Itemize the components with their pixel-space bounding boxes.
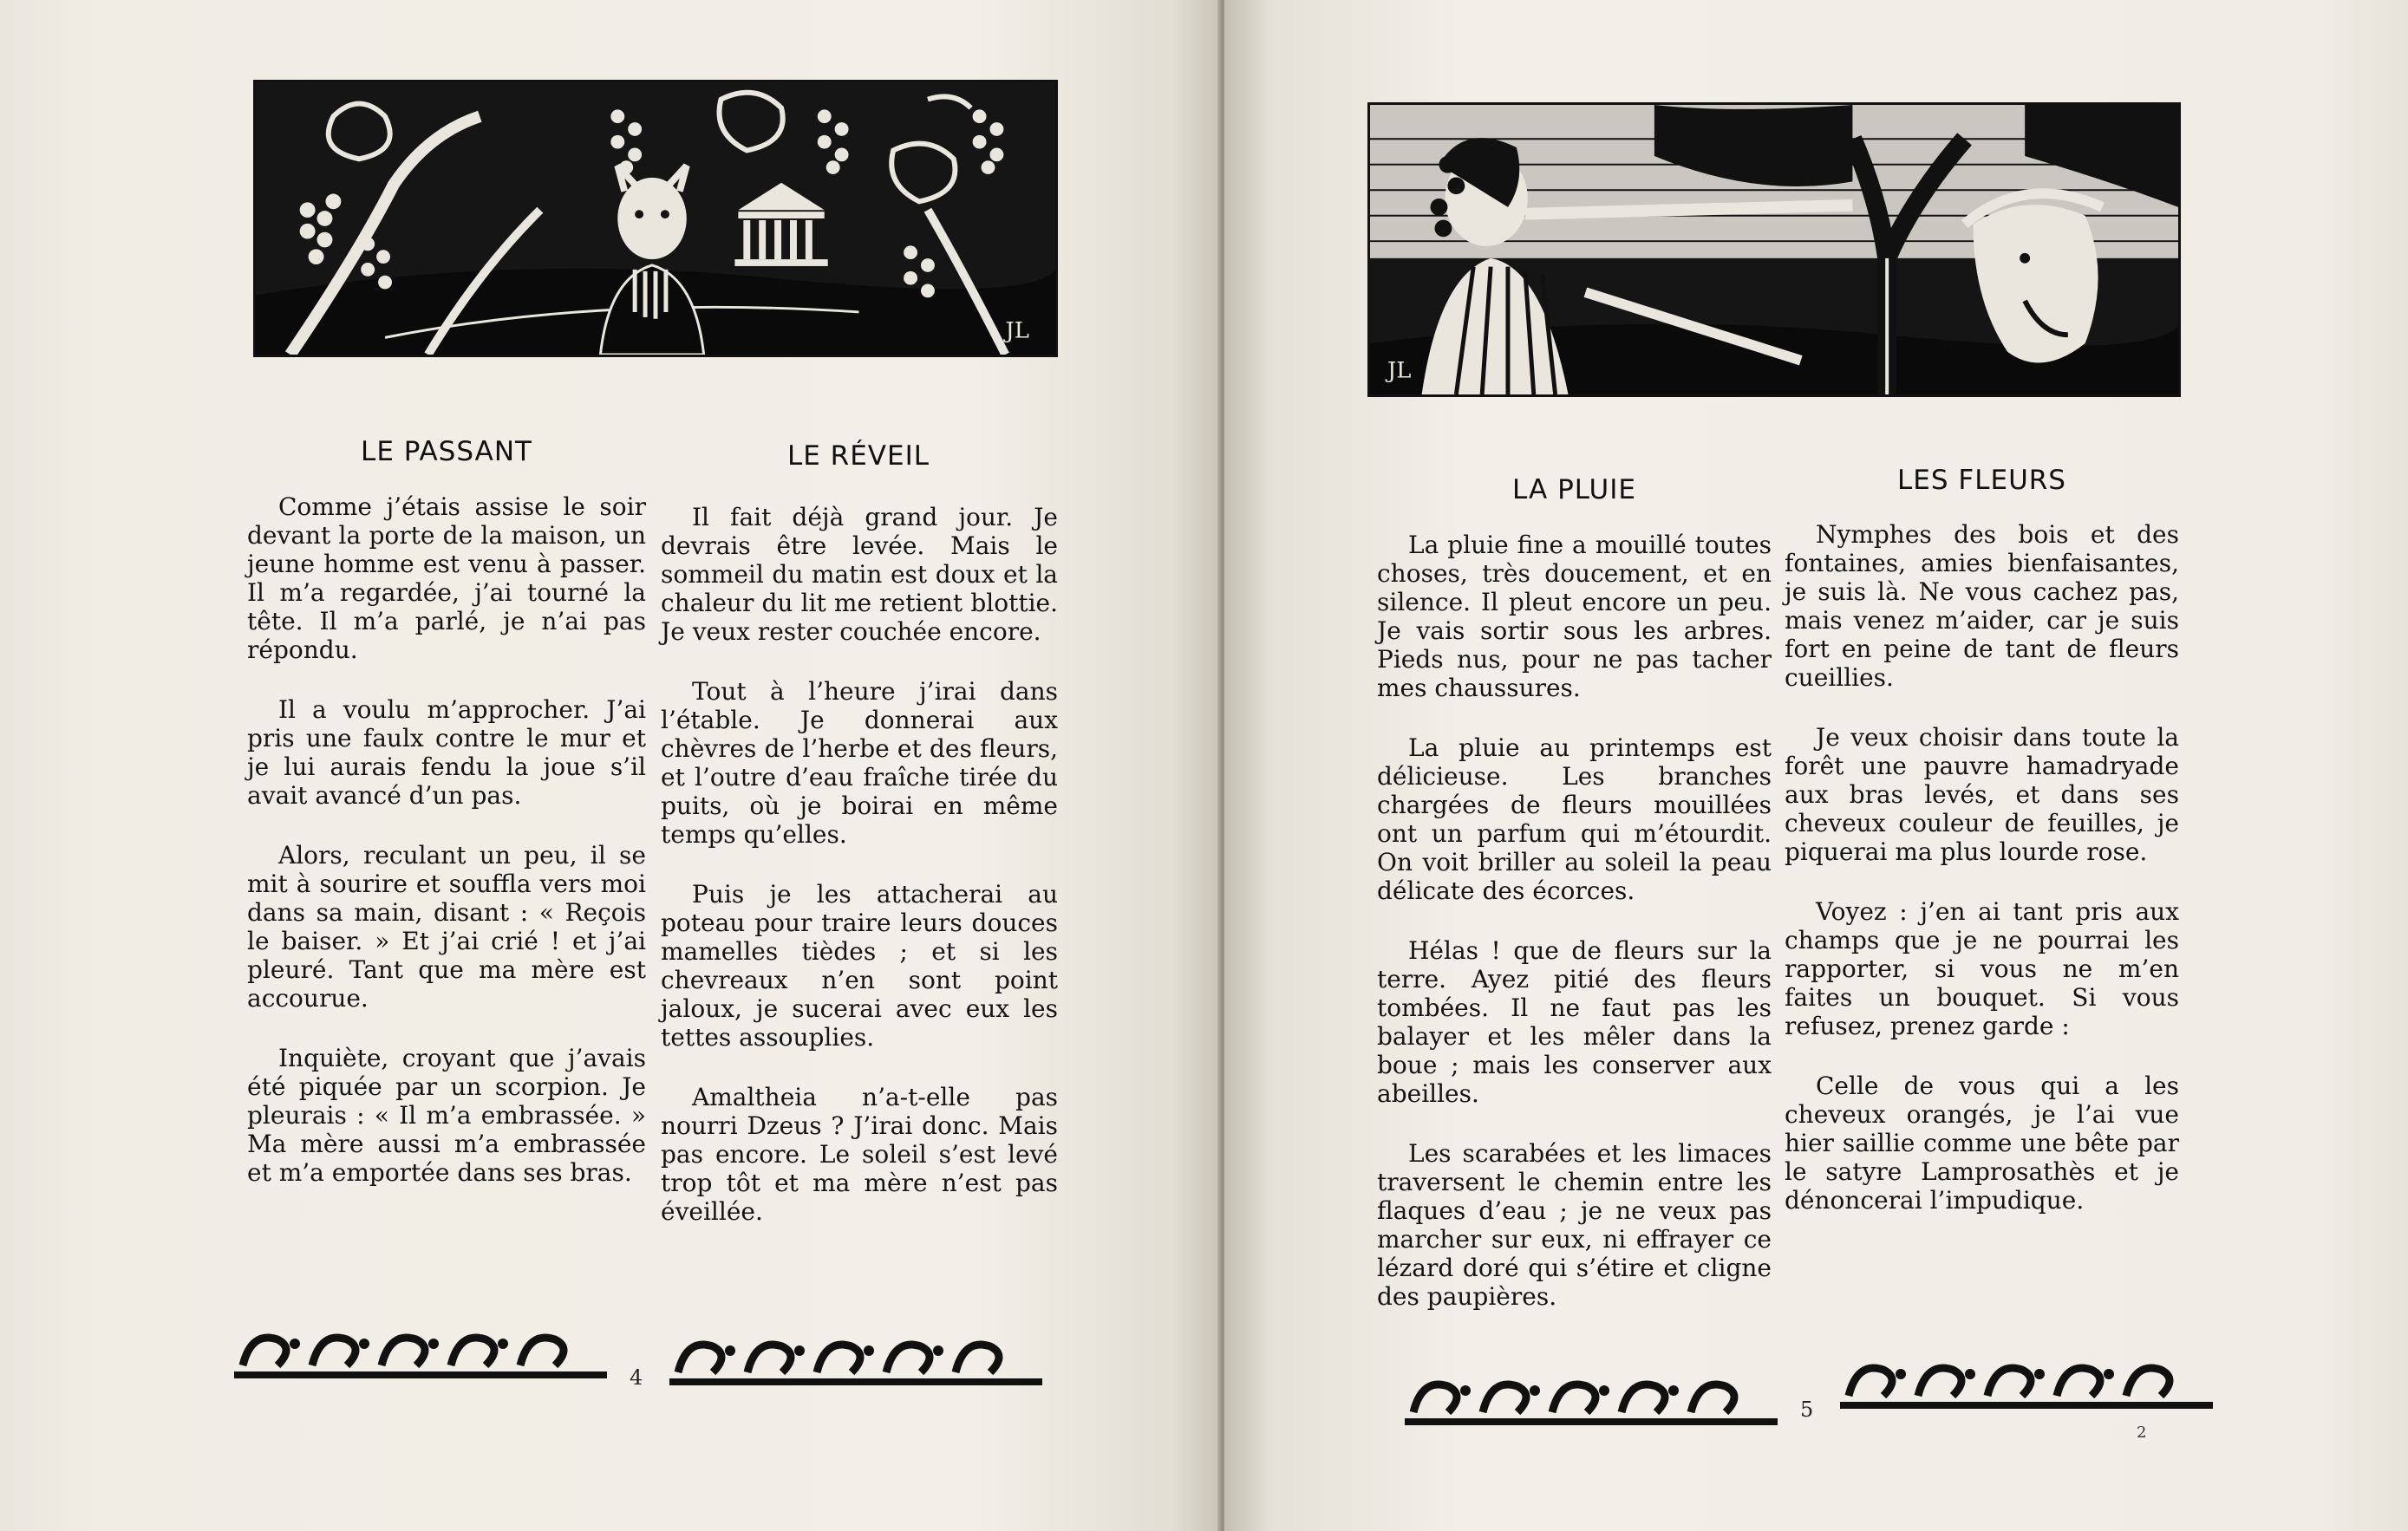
paragraph: Voyez : j’en ai tant pris aux champs que je ne pourrai les rapporter, si vous ne m’en faites un bouquet. Si vous refusez, prenez garde :	[1785, 897, 2179, 1040]
paragraph: Puis je les attacherai au poteau pour traire leurs douces mamelles tièdes ; et si les chevreaux n’en sont point jaloux, je sucerai avec eux les tettes assouplies.	[661, 880, 1058, 1052]
paragraph: Tout à l’heure j’irai dans l’étable. Je donnerai aux chèvres de l’herbe et des fleurs, et l’outre d’eau fraîche tirée du puits, où je boirai en même temps qu’elles.	[661, 677, 1058, 849]
svg-text:JL: JL	[1005, 317, 1029, 344]
paragraph: Inquiète, croyant que j’avais été piquée par un scorpion. Je pleurais : « Il m’a embrassée. » Ma mère aussi m’a embrassée et m’a emportée dans ses bras.	[247, 1044, 646, 1187]
paragraph: Je veux choisir dans toute la forêt une pauvre hamadryade aux bras levés, et dans ses cheveux couleur de feuilles, je piquerai ma plus lourde rose.	[1785, 723, 2179, 866]
vine-scroll-ornament-right	[669, 1325, 1042, 1394]
paragraph: Celle de vous qui a les cheveux orangés, je l’ai vue hier saillie comme une bête par le satyre Lamprosathès et je dénoncerai l’impudique.	[1785, 1072, 2179, 1215]
paragraph: Il fait déjà grand jour. Je devrais être levée. Mais le sommeil du matin est doux et la chaleur du lit me retient blottie. Je veux rester couchée encore.	[661, 503, 1058, 646]
poem-title-les-fleurs: LES FLEURS	[1897, 465, 2066, 496]
paragraph: Comme j’étais assise le soir devant la porte de la maison, un jeune homme est venu à passer. Il m’a regardée, j’ai tourné la tête. Il m’a parlé, je n’ai pas répondu.	[247, 492, 646, 664]
paragraph: Amaltheia n’a-t-elle pas nourri Dzeus ? J’irai donc. Mais pas encore. Le soleil s’est levé trop tôt et ma mère n’est pas éveillée.	[661, 1083, 1058, 1226]
page-number: 4	[630, 1365, 643, 1390]
signature-mark: 2	[2137, 1424, 2147, 1442]
poem-title-le-passant: LE PASSANT	[361, 436, 532, 467]
paragraph: Hélas ! que de fleurs sur la terre. Ayez pitié des fleurs tombées. Il ne faut pas les balayer et les mêler dans la boue ; mais les conserver aux abeilles.	[1377, 936, 1772, 1108]
poem-body-les-fleurs	[1785, 520, 2179, 1215]
poem-body-le-reveil	[661, 503, 1058, 1226]
poem-title-la-pluie: LA PLUIE	[1512, 474, 1636, 505]
right-page	[1224, 0, 2408, 1531]
paragraph: La pluie au printemps est délicieuse. Les branches chargées de fleurs mouillées ont un parfum qui m’étourdit. On voit briller au soleil la peau délicate des écorces.	[1377, 733, 1772, 905]
poem-body-la-pluie	[1377, 531, 1772, 1311]
paragraph: Les scarabées et les limaces traversent le chemin entre les flaques d’eau ; je ne veux pas marcher sur eux, ni effrayer ce lézard doré qui s’étire et cligne des paupières.	[1377, 1139, 1772, 1311]
paragraph: Il a voulu m’approcher. J’ai pris une faulx contre le mur et je lui aurais fendu la joue s’il avait avancé d’un pas.	[247, 695, 646, 810]
poem-title-le-reveil: LE RÉVEIL	[786, 440, 930, 472]
svg-text:JL: JL	[1387, 357, 1412, 384]
vine-scroll-ornament-left	[234, 1318, 607, 1387]
vine-scroll-ornament-left	[1405, 1365, 1778, 1434]
page-number: 5	[1800, 1397, 1814, 1422]
woodcut-nymph-flute-satyr-illustration	[1367, 102, 2181, 397]
paragraph: Nymphes des bois et des fontaines, amies bienfaisantes, je suis là. Ne vous cachez pas, mais venez m’aider, car je suis fort en peine de tant de fleurs cueillies.	[1785, 520, 2179, 692]
poem-body-le-passant	[247, 492, 646, 1187]
woodcut-faun-pan-pipes-illustration	[253, 80, 1058, 357]
paragraph: La pluie fine a mouillé toutes choses, très doucement, et en silence. Il pleut encore un peu. Je vais sortir sous les arbres. Pieds nus, pour ne pas tacher mes chaussures.	[1377, 531, 1772, 702]
paragraph: Alors, reculant un peu, il se mit à sourire et souffla vers moi dans sa main, disant : « Reçois le baiser. » Et j’ai crié ! et j’ai pleuré. Tant que ma mère est accourue.	[247, 841, 646, 1013]
vine-scroll-ornament-right	[1840, 1348, 2213, 1417]
